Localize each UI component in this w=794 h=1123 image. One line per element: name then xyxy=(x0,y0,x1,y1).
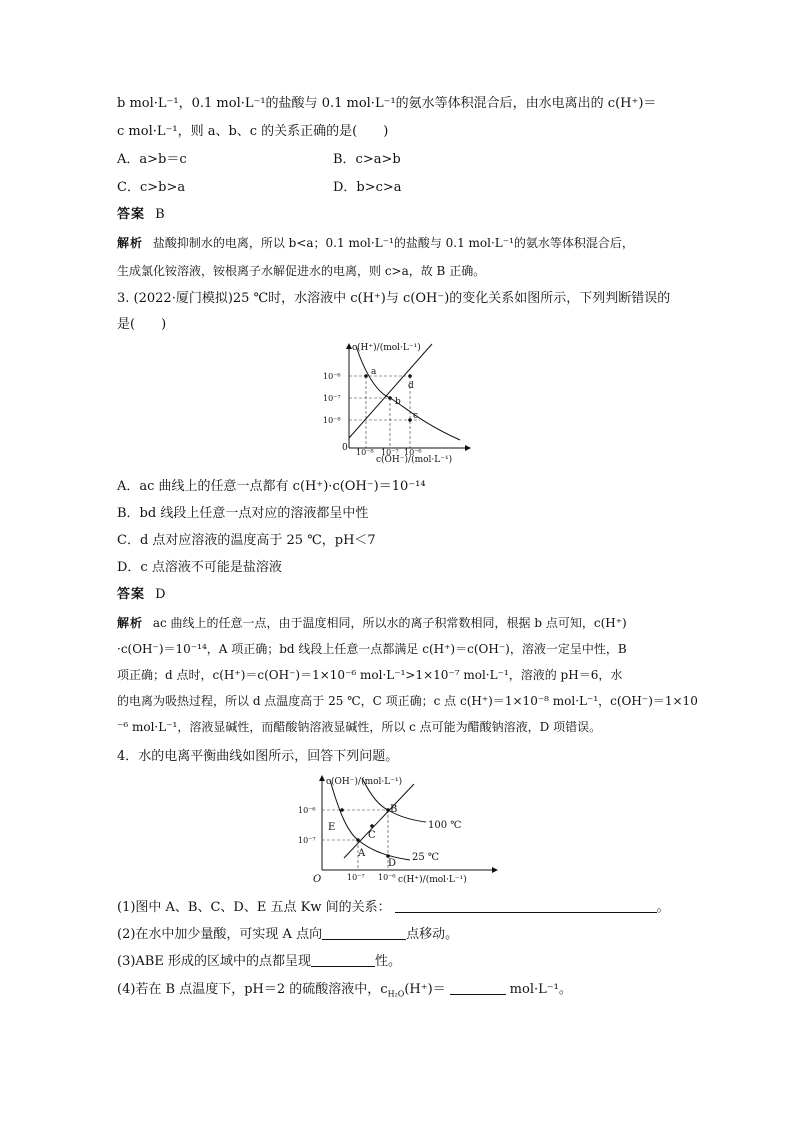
q3-xtick-1: 10⁻⁸ xyxy=(356,448,374,457)
q3-ytick-3: 10⁻⁸ xyxy=(323,416,341,425)
q3-analysis-line-2: ·c(OH⁻)＝10⁻¹⁴，A 项正确；bd 线段上任意一点都满足 c(H⁺)＝c(OH⁻)，溶液一定呈中性，B xyxy=(117,642,627,656)
q4-curve-label-100: 100 ℃ xyxy=(428,820,462,831)
q3-stem-line-2: 是( ) xyxy=(117,317,167,332)
q4-sub-3-text: (3)ABE 形成的区域中的点都呈现 xyxy=(117,954,311,969)
q4-curve-label-25: 25 ℃ xyxy=(412,852,440,863)
q4-blank-1[interactable] xyxy=(395,898,657,913)
q4-sub-1 xyxy=(117,898,670,917)
analysis-text: ac 曲线上的任意一点，由于温度相同，所以水的离子积常数相同，根据 b 点可知，c(H⁺) xyxy=(152,616,627,630)
q4-sub-2-text: (2)在水中加少量酸，可实现 A 点向 xyxy=(117,927,323,942)
q3-answer xyxy=(117,586,166,604)
answer-value: D xyxy=(155,587,166,602)
q4-sub-1-text: (1)图中 A、B、C、D、E 五点 Kw 间的关系： xyxy=(117,900,391,915)
q4-sub-4-end: mol·L⁻¹。 xyxy=(509,982,572,997)
q3-chart xyxy=(320,338,480,466)
q2-analysis-line-2: 生成氯化铵溶液，铵根离子水解促进水的电离，则 c>a，故 B 正确。 xyxy=(117,264,486,278)
q4-label-e: E xyxy=(328,822,336,833)
q3-point-d xyxy=(408,374,412,378)
q4-point-c xyxy=(370,824,374,828)
q3-option-c: C．d 点对应溶液的温度高于 25 ℃，pH＜7 xyxy=(117,533,376,548)
q2-stem-line-2: c mol·L⁻¹，则 a、b、c 的关系正确的是( ) xyxy=(117,124,389,139)
answer-value: B xyxy=(155,207,165,222)
q2-analysis-line-1 xyxy=(117,234,634,252)
q2-option-a: A．a>b＝c xyxy=(117,152,187,167)
q3-analysis-line-4: 的电离为吸热过程，所以 d 点温度高于 25 ℃，C 项正确；c 点 c(H⁺)＝1×10⁻⁸ mol·L⁻¹，c(OH⁻)＝1×10 xyxy=(117,694,698,708)
q3-label-c: c xyxy=(413,411,419,421)
q4-point-a xyxy=(356,838,360,842)
q3-stem-line-1: 3. (2022·厦门模拟)25 ℃时，水溶液中 c(H⁺)与 c(OH⁻)的变化关系如图所示，下列判断错误的 xyxy=(117,291,671,306)
q4-sub-3 xyxy=(117,952,401,971)
q3-ytick-2: 10⁻⁷ xyxy=(323,394,341,403)
q2-option-b: B．c>a>b xyxy=(333,152,401,167)
q4-sub-2-end: 点移动。 xyxy=(406,927,459,942)
q3-label-d: d xyxy=(408,381,414,391)
q4-xtick-2: 10⁻⁶ xyxy=(378,873,396,882)
q4-blank-2[interactable] xyxy=(322,925,406,940)
answer-label: 答案 xyxy=(117,207,146,222)
q4-label-d: D xyxy=(388,858,397,869)
q4-sub-4-text: (4)若在 B 点温度下，pH＝2 的硫酸溶液中，c xyxy=(117,982,388,997)
q2-option-d: D．b>c>a xyxy=(333,180,402,195)
q4-label-c: C xyxy=(368,830,376,841)
q2-stem-line-1: b mol·L⁻¹，0.1 mol·L⁻¹的盐酸与 0.1 mol·L⁻¹的氨水等体积混合后，由水电离出的 c(H⁺)＝ xyxy=(117,96,657,111)
q3-analysis-line-1 xyxy=(117,614,627,632)
q3-option-a: A．ac 曲线上的任意一点都有 c(H⁺)·c(OH⁻)＝10⁻¹⁴ xyxy=(117,479,426,494)
q2-option-c: C．c>b>a xyxy=(117,180,186,195)
q3-y-label: c(H⁺)/(mol·L⁻¹) xyxy=(352,343,421,353)
q4-sub-3-end: 性。 xyxy=(374,954,401,969)
q3-label-a: a xyxy=(371,367,377,377)
analysis-text: 盐酸抑制水的电离，所以 b<a；0.1 mol·L⁻¹的盐酸与 0.1 mol·L⁻¹的氨水等体积混合后， xyxy=(152,236,634,250)
q4-stem: 4．水的电离平衡曲线如图所示，回答下列问题。 xyxy=(117,749,399,764)
q4-xtick-1: 10⁻⁷ xyxy=(347,873,365,882)
q3-label-b: b xyxy=(395,397,401,407)
q4-neutral-line xyxy=(344,784,414,858)
q4-label-a: A xyxy=(358,848,366,859)
q4-sub-4 xyxy=(117,980,572,1004)
analysis-label: 解析 xyxy=(117,616,144,630)
q3-option-b: B．bd 线段上任意一点对应的溶液都呈中性 xyxy=(117,506,369,521)
q3-xtick-2: 10⁻⁷ xyxy=(381,448,399,457)
q4-x-label: c(H⁺)/(mol·L⁻¹) xyxy=(398,875,467,885)
q4-ytick-1: 10⁻⁶ xyxy=(298,806,316,815)
q3-xtick-3: 10⁻⁶ xyxy=(404,448,422,457)
answer-label: 答案 xyxy=(117,587,146,602)
q3-point-a xyxy=(364,374,368,378)
q4-label-b: B xyxy=(390,804,398,815)
q4-y-label: c(OH⁻)/(mol·L⁻¹) xyxy=(326,777,403,787)
q4-chart xyxy=(292,770,504,888)
q4-blank-4[interactable] xyxy=(450,980,506,995)
q3-line-bd xyxy=(349,344,432,438)
q4-blank-3[interactable] xyxy=(311,952,375,967)
q3-point-b xyxy=(388,396,392,400)
q3-x-label: c(OH⁻)/(mol·L⁻¹) xyxy=(376,455,453,465)
q3-option-d: D．c 点溶液不可能是盐溶液 xyxy=(117,560,282,575)
q3-curve-ac xyxy=(356,346,460,440)
q3-analysis-line-5: ⁻⁶ mol·L⁻¹，溶液显碱性，而醋酸钠溶液显碱性，所以 c 点可能为醋酸钠溶液，D 项错误。 xyxy=(117,720,602,734)
analysis-label: 解析 xyxy=(117,236,144,250)
q4-sub-4-subscript: H₂O xyxy=(387,989,405,999)
q2-answer xyxy=(117,206,165,224)
q4-sub-1-end: 。 xyxy=(656,900,670,915)
q3-point-c xyxy=(408,418,412,422)
q4-point-e xyxy=(340,808,344,812)
q4-origin: O xyxy=(313,874,322,885)
q3-analysis-line-3: 项正确；d 点时，c(H⁺)＝c(OH⁻)＝1×10⁻⁶ mol·L⁻¹>1×10⁻⁷ mol·L⁻¹，溶液的 pH＝6，水 xyxy=(117,668,623,682)
q3-origin: 0 xyxy=(342,443,348,453)
q4-ytick-2: 10⁻⁷ xyxy=(298,836,316,845)
q3-ytick-1: 10⁻⁶ xyxy=(323,372,341,381)
q4-sub-4-mid: (H⁺)＝ xyxy=(404,982,446,997)
q4-sub-2 xyxy=(117,925,458,944)
